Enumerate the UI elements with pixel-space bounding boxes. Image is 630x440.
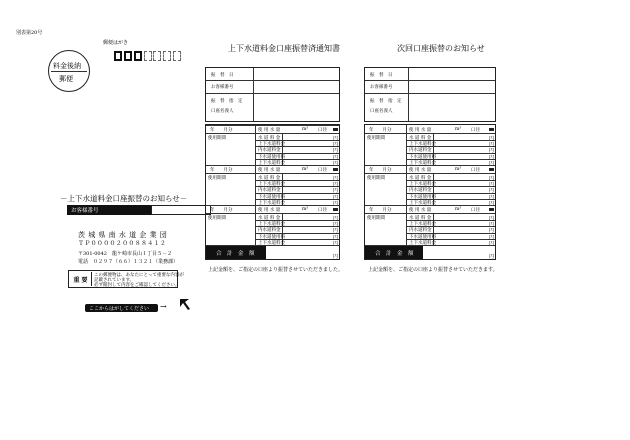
peel-here-label[interactable]: ここからはがしてください bbox=[85, 304, 158, 312]
org-name: 茨 城 県 南 水 道 企 業 団 bbox=[78, 231, 168, 239]
customer-no-label: お客様番号 bbox=[67, 205, 151, 215]
next-header-table bbox=[364, 67, 496, 122]
notice-field-customer: お客様番号 bbox=[211, 85, 234, 90]
address-line: 〒301-0042 龍ケ崎市長山１丁目５－２ bbox=[78, 251, 172, 257]
notice-field-account: 振 替 指 定 bbox=[211, 99, 243, 104]
phone-line: 電話 ０２９７（６６）１３２１（業務課） bbox=[78, 259, 179, 265]
form-code: 別表第20号 bbox=[16, 30, 43, 36]
next-field-holder: 口座名義人 bbox=[370, 109, 393, 114]
postage-paid-stamp bbox=[48, 50, 90, 92]
important-text-2: 記載されています。 bbox=[94, 278, 135, 283]
notice-billing-table: 年 月分 使 用 水 量 m³ 口径 使用期間 水 道 料 金 上下水道料金 内水道料金 下水道使用料 上下水道料金 円 円 円 円 円 年 月分 使 用 水 量 m³ 口径 使用期間 水 道 料 金 上下水道料金 内水道料金 下水道使用料 上下水道料金 円 円 円 円 円 年 月分 使 用 水 量 m³ 口径 使用期間 水 道 料 金 上下水道料金 内水道料金 下水道使用料 上下水道料金 円 円 円 円 円 合 計 金 額 円 bbox=[205, 124, 340, 260]
notice-header-table bbox=[205, 67, 340, 122]
notice-field-holder: 口座名義人 bbox=[211, 109, 234, 114]
next-field-account: 振 替 指 定 bbox=[370, 99, 402, 104]
notice-footer: 上記金額を、ご指定の口座より振替させていただきました。 bbox=[208, 267, 344, 273]
peel-arrow-icon: → bbox=[160, 302, 167, 311]
important-text-3: 必ず開封して内容をご確認してください。 bbox=[94, 283, 180, 288]
notice-total-label: 合 計 金 額 bbox=[206, 246, 266, 259]
next-billing-table: 年 月分 使 用 水 量 m³ 口径 使用期間 水 道 料 金 上下水道料金 内水道料金 下水道使用料 上下水道料金 円 円 円 円 円 年 月分 使 用 水 量 m³ 口径 使用期間 水 道 料 金 上下水道料金 内水道料金 下水道使用料 上下水道料金 円 円 円 円 円 年 月分 使 用 水 量 m³ 口径 使用期間 水 道 料 金 上下水道料金 内水道料金 下水道使用料 上下水道料金 円 円 円 円 円 合 計 金 額 円 bbox=[364, 124, 496, 260]
important-text-1: この郵便物は、あなたにとって重要な内容が bbox=[94, 273, 184, 278]
stamp-line2: 郵便 bbox=[59, 75, 73, 83]
stamp-line1: 料金後納 bbox=[53, 62, 81, 70]
next-field-date: 振 替 日 bbox=[370, 73, 393, 78]
notice-field-date: 振 替 日 bbox=[211, 73, 234, 78]
next-notice-footer: 上記金額を、ご指定の口座より振替させていただきます。 bbox=[368, 267, 498, 273]
important-label: 重 要 bbox=[70, 272, 92, 286]
postcard-label: 郵便はがき bbox=[103, 40, 129, 46]
postcard-heading: －上下水道料金口座振替のお知らせ－ bbox=[60, 194, 188, 203]
important-notice bbox=[68, 270, 184, 288]
notice-title: 上下水道料金口座振替済通知書 bbox=[228, 44, 340, 53]
next-field-customer: お客様番号 bbox=[370, 85, 393, 90]
next-total-label: 合 計 金 額 bbox=[365, 246, 423, 259]
corner-arrow-icon bbox=[178, 297, 192, 311]
customer-no-field bbox=[151, 205, 211, 215]
next-notice-title: 次回口座振替のお知らせ bbox=[397, 44, 485, 53]
barcode-text: ＴＰ００００２００８８４１２ bbox=[78, 240, 167, 247]
